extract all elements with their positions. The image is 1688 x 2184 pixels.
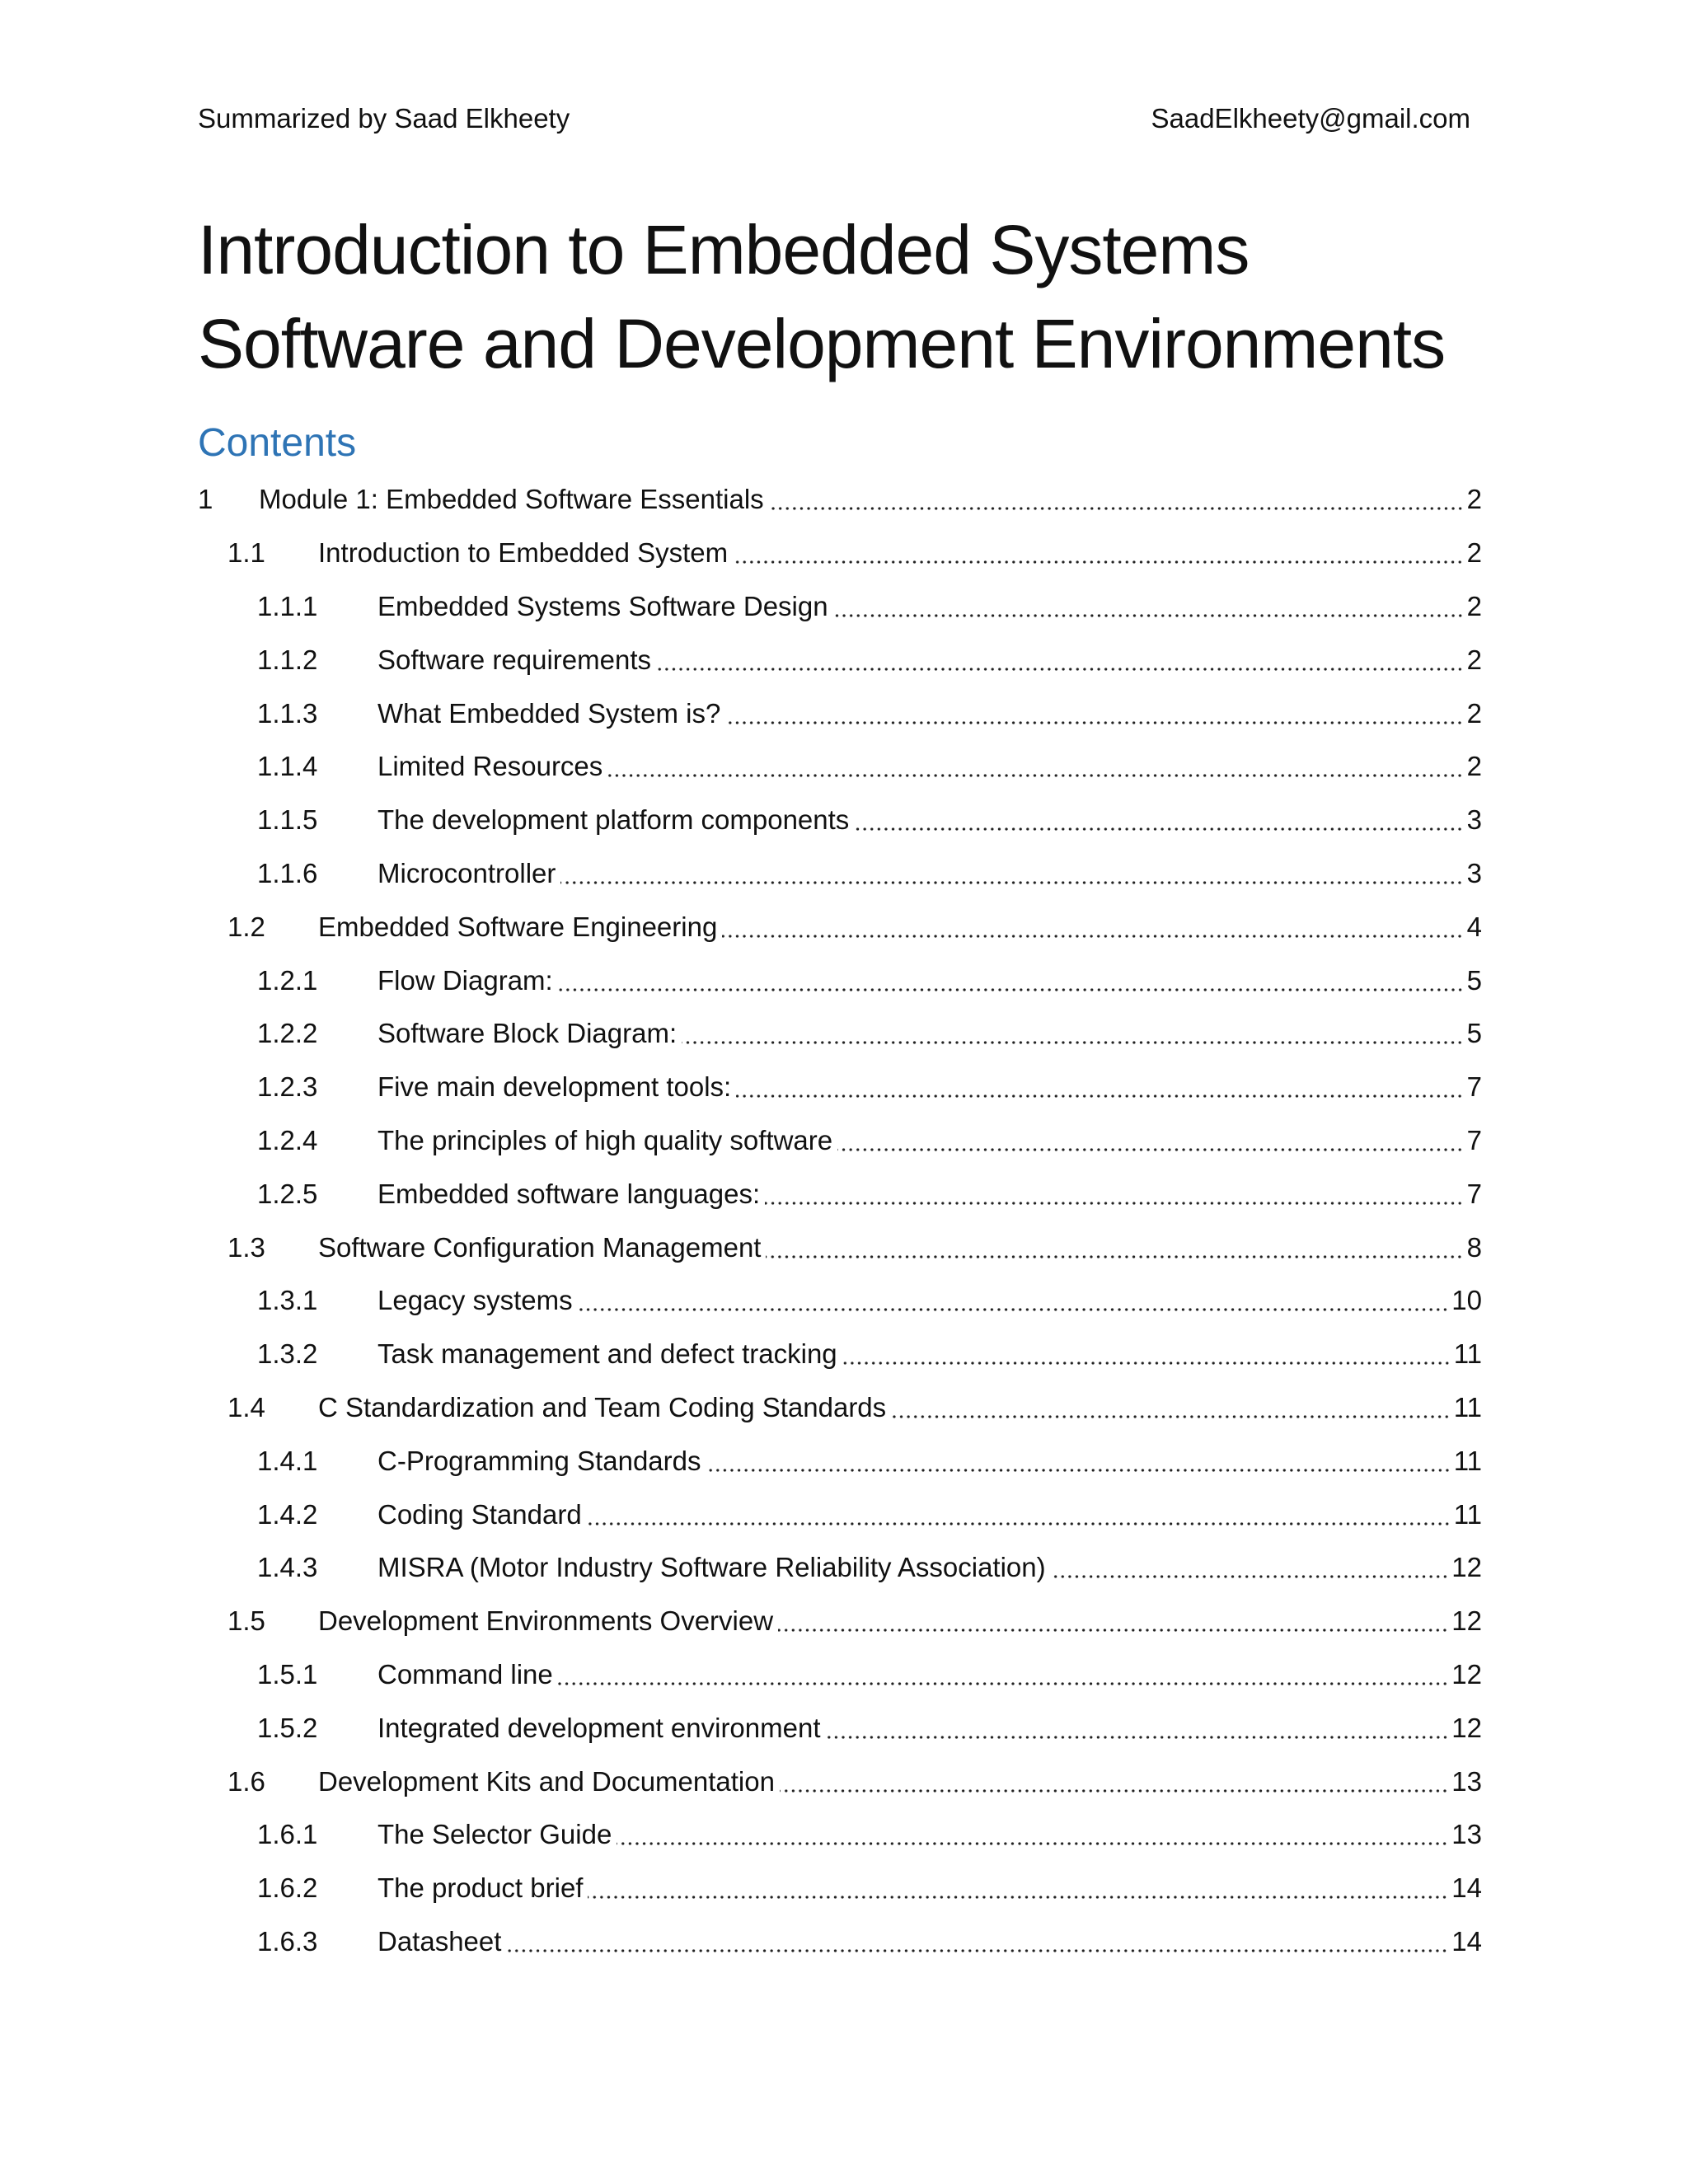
toc-entry[interactable]: [198, 1381, 1482, 1435]
toc-entry-page-number: 11: [1453, 1338, 1482, 1370]
toc-entry-number: 1.1.2: [257, 644, 318, 675]
toc-entry-page-number: 11: [1453, 1391, 1482, 1422]
toc-dot-leader: [725, 721, 1463, 724]
toc-entry[interactable]: [198, 687, 1482, 740]
toc-entry[interactable]: [198, 1061, 1482, 1114]
toc-dot-leader: [1051, 1575, 1449, 1578]
toc-entry[interactable]: [198, 1167, 1482, 1221]
toc-entry[interactable]: [198, 1328, 1482, 1381]
toc-entry-number: 1: [198, 484, 213, 515]
toc-entry[interactable]: [198, 1808, 1482, 1862]
toc-entry-number: 1.3.1: [257, 1285, 318, 1316]
toc-entry-title: Command line: [377, 1658, 553, 1690]
toc-dot-leader: [891, 1415, 1451, 1418]
toc-entry-page-number: 5: [1466, 964, 1482, 996]
document-title: [198, 203, 1517, 391]
toc-entry-number: 1.2.4: [257, 1124, 318, 1155]
toc-entry[interactable]: [198, 1434, 1482, 1488]
toc-entry-number: 1.2.3: [257, 1071, 318, 1103]
toc-entry-title: Embedded software languages:: [377, 1178, 761, 1209]
toc-entry-title: Development Environments Overview: [318, 1605, 774, 1637]
toc-entry-title: The development platform components: [377, 804, 850, 836]
toc-entry-page-number: 12: [1451, 1658, 1482, 1690]
toc-entry-number: 1.1.5: [257, 804, 318, 836]
toc-entry-page-number: 7: [1466, 1071, 1482, 1103]
toc-entry[interactable]: [198, 1862, 1482, 1915]
toc-dot-leader: [826, 1736, 1449, 1739]
toc-entry-number: 1.2: [227, 911, 265, 942]
toc-dot-leader: [587, 1522, 1451, 1526]
toc-dot-leader: [558, 988, 1464, 991]
toc-entry-page-number: 14: [1451, 1872, 1482, 1904]
toc-entry-page-number: 8: [1466, 1231, 1482, 1263]
toc-entry[interactable]: [198, 954, 1482, 1007]
toc-entry[interactable]: [198, 847, 1482, 901]
toc-entry-number: 1.3.2: [257, 1338, 318, 1370]
toc-entry[interactable]: [198, 633, 1482, 687]
toc-entry-page-number: 13: [1451, 1765, 1482, 1797]
toc-dot-leader: [607, 774, 1463, 777]
toc-entry-title: Five main development tools:: [377, 1071, 732, 1103]
toc-entry-title: Microcontroller: [377, 857, 556, 888]
toc-entry[interactable]: [198, 1007, 1482, 1061]
toc-dot-leader: [733, 560, 1464, 564]
toc-dot-leader: [837, 1148, 1464, 1151]
toc-dot-leader: [682, 1041, 1464, 1044]
toc-entry-number: 1.2.1: [257, 964, 318, 996]
toc-entry-page-number: 12: [1451, 1712, 1482, 1743]
header-author: Summarized by Saad Elkheety: [198, 103, 570, 134]
toc-dot-leader: [578, 1308, 1449, 1311]
toc-entry[interactable]: [198, 1541, 1482, 1595]
toc-entry-page-number: 2: [1466, 537, 1482, 569]
toc-dot-leader: [778, 1629, 1448, 1632]
toc-entry-page-number: 11: [1453, 1445, 1482, 1476]
toc-entry[interactable]: [198, 1114, 1482, 1168]
toc-dot-leader: [854, 827, 1463, 831]
toc-entry-title: Software requirements: [377, 644, 651, 675]
toc-entry-number: 1.6.2: [257, 1872, 318, 1904]
toc-dot-leader: [765, 1202, 1463, 1205]
toc-dot-leader: [766, 1255, 1463, 1258]
toc-entry-title: Introduction to Embedded System: [318, 537, 729, 569]
toc-entry-title: Software Block Diagram:: [377, 1018, 678, 1049]
toc-entry[interactable]: [198, 1701, 1482, 1755]
toc-entry-title: MISRA (Motor Industry Software Reliability Association): [377, 1552, 1046, 1583]
toc-dot-leader: [558, 1682, 1449, 1685]
toc-entry-number: 1.5.2: [257, 1712, 318, 1743]
toc-entry-title: What Embedded System is?: [377, 697, 721, 729]
toc-entry-page-number: 2: [1466, 644, 1482, 675]
toc-entry-number: 1.1.1: [257, 590, 318, 621]
toc-dot-leader: [617, 1842, 1448, 1845]
document-title-line-1: Introduction to Embedded Systems: [198, 211, 1250, 288]
toc-entry-title: Embedded Systems Software Design: [377, 590, 828, 621]
document-title-line-2: Software and Development Environments: [198, 305, 1446, 382]
toc-dot-leader: [842, 1361, 1451, 1365]
toc-entry-title: Datasheet: [377, 1925, 502, 1957]
toc-entry-title: Task management and defect tracking: [377, 1338, 837, 1370]
toc-entry-title: Embedded Software Engineering: [318, 911, 718, 942]
toc-entry-page-number: 14: [1451, 1925, 1482, 1957]
toc-entry-number: 1.6.1: [257, 1819, 318, 1850]
toc-entry-page-number: 3: [1466, 804, 1482, 836]
toc-entry[interactable]: [198, 473, 1482, 527]
toc-entry-page-number: 2: [1466, 590, 1482, 621]
toc-entry-page-number: 5: [1466, 1018, 1482, 1049]
toc-entry-page-number: 7: [1466, 1124, 1482, 1155]
toc-entry[interactable]: [198, 1274, 1482, 1328]
toc-entry-number: 1.1.3: [257, 697, 318, 729]
toc-entry-title: Legacy systems: [377, 1285, 573, 1316]
toc-entry-title: The principles of high quality software: [377, 1124, 833, 1155]
toc-entry-number: 1.2.2: [257, 1018, 318, 1049]
toc-dot-leader: [736, 1094, 1463, 1098]
toc-entry[interactable]: [198, 1755, 1482, 1808]
table-of-contents: [198, 473, 1482, 1968]
toc-entry[interactable]: [198, 1488, 1482, 1541]
toc-dot-leader: [560, 881, 1463, 884]
toc-entry[interactable]: [198, 900, 1482, 954]
toc-entry-page-number: 7: [1466, 1178, 1482, 1209]
toc-dot-leader: [780, 1789, 1448, 1793]
toc-entry-page-number: 12: [1451, 1605, 1482, 1637]
toc-entry[interactable]: [198, 527, 1482, 580]
contents-heading: Contents: [198, 421, 357, 465]
toc-entry-title: Limited Resources: [377, 751, 603, 782]
toc-dot-leader: [588, 1896, 1448, 1899]
toc-entry[interactable]: [198, 580, 1482, 634]
toc-entry-page-number: 2: [1466, 751, 1482, 782]
toc-entry-title: Coding Standard: [377, 1498, 582, 1530]
toc-entry[interactable]: [198, 794, 1482, 847]
toc-entry-number: 1.1.4: [257, 751, 318, 782]
toc-entry[interactable]: [198, 1648, 1482, 1702]
toc-entry-title: C Standardization and Team Coding Standards: [318, 1391, 887, 1422]
toc-dot-leader: [656, 668, 1464, 671]
toc-entry-title: The product brief: [377, 1872, 584, 1904]
toc-dot-leader: [722, 935, 1463, 938]
toc-entry-page-number: 10: [1451, 1285, 1482, 1316]
toc-entry[interactable]: [198, 1595, 1482, 1648]
toc-entry-number: 1.6: [227, 1765, 265, 1797]
toc-entry-title: Software Configuration Management: [318, 1231, 762, 1263]
toc-entry-number: 1.5: [227, 1605, 265, 1637]
toc-entry[interactable]: [198, 740, 1482, 794]
toc-dot-leader: [706, 1469, 1451, 1472]
toc-entry-number: 1.4.3: [257, 1552, 318, 1583]
toc-entry-title: Module 1: Embedded Software Essentials: [259, 484, 764, 515]
toc-entry-title: C-Programming Standards: [377, 1445, 701, 1476]
toc-entry-title: The Selector Guide: [377, 1819, 612, 1850]
toc-entry[interactable]: [198, 1221, 1482, 1274]
toc-entry-number: 1.1.6: [257, 857, 318, 888]
toc-entry-page-number: 4: [1466, 911, 1482, 942]
toc-dot-leader: [769, 507, 1464, 510]
toc-entry-page-number: 3: [1466, 857, 1482, 888]
toc-entry-number: 1.2.5: [257, 1178, 318, 1209]
toc-entry-number: 1.4: [227, 1391, 265, 1422]
toc-entry-page-number: 12: [1451, 1552, 1482, 1583]
toc-entry-number: 1.4.2: [257, 1498, 318, 1530]
toc-entry-title: Development Kits and Documentation: [318, 1765, 775, 1797]
toc-entry-number: 1.4.1: [257, 1445, 318, 1476]
toc-entry-number: 1.6.3: [257, 1925, 318, 1957]
toc-entry-page-number: 11: [1453, 1498, 1482, 1530]
toc-entry-page-number: 2: [1466, 484, 1482, 515]
toc-entry-number: 1.5.1: [257, 1658, 318, 1690]
toc-dot-leader: [506, 1949, 1448, 1952]
toc-entry[interactable]: [198, 1915, 1482, 1969]
header-email: SaadElkheety@gmail.com: [1151, 103, 1470, 134]
toc-entry-number: 1.3: [227, 1231, 265, 1263]
toc-entry-page-number: 13: [1451, 1819, 1482, 1850]
toc-entry-title: Flow Diagram:: [377, 964, 553, 996]
toc-entry-number: 1.1: [227, 537, 265, 569]
toc-entry-page-number: 2: [1466, 697, 1482, 729]
toc-entry-title: Integrated development environment: [377, 1712, 821, 1743]
toc-dot-leader: [833, 614, 1464, 617]
